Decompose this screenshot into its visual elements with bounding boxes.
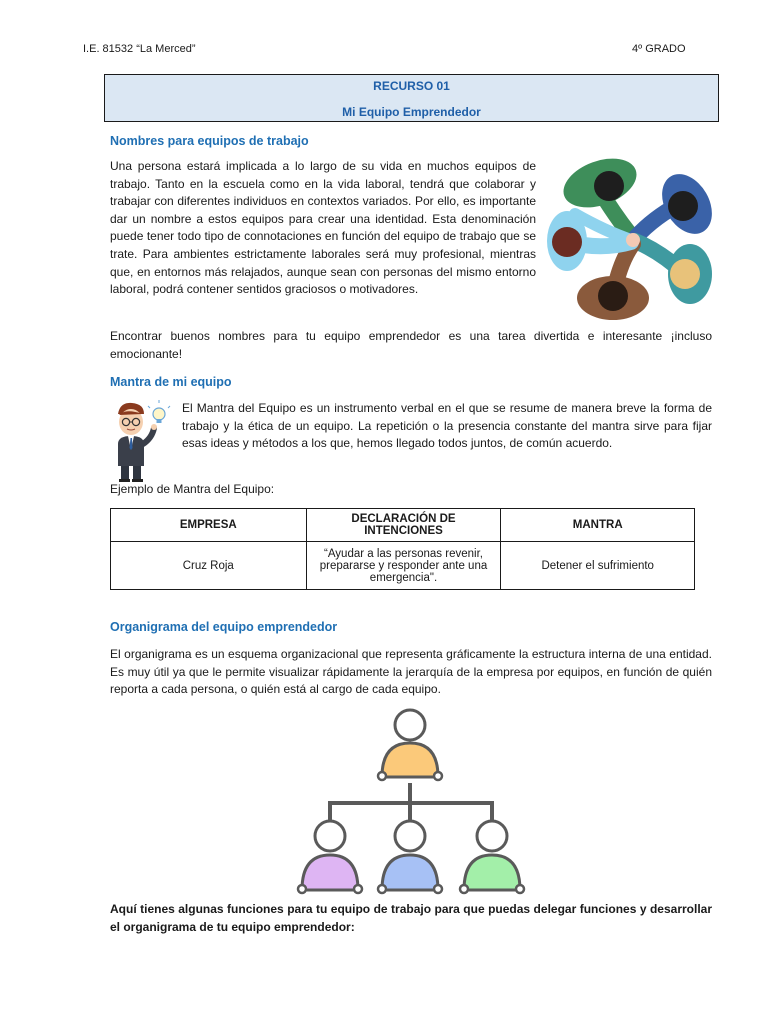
closing-paragraph: Aquí tienes algunas funciones para tu equipo de trabajo para que puedas delegar funciones y desarrollar el organigrama de tu equipo emprendedor:	[110, 902, 712, 934]
org-person-right	[460, 821, 524, 893]
heading-organigrama: Organigrama del equipo emprendedor	[110, 620, 338, 634]
org-person-left	[298, 821, 362, 893]
org-chart-diagram	[290, 705, 540, 905]
lightbulb-icon	[148, 400, 170, 423]
paragraph-mantra: El Mantra del Equipo es un instrumento verbal en el que se resume de manera breve la forma de trabajo y la ética de un equipo. La repetición o la presencia constante del mantra sirve para fijar esas ideas y métodos a los que, hemos llegado todos juntos, de común acuerdo.	[182, 401, 712, 451]
mantra-table	[110, 508, 695, 590]
table-cell: “Ayudar a las personas revenir, prepararse y responder ante una emergencia".	[306, 542, 501, 590]
table-header: MANTRA	[501, 509, 695, 542]
page-title: Mi Equipo Emprendedor	[342, 105, 481, 119]
resource-title: RECURSO 01	[373, 79, 450, 93]
example-label: Ejemplo de Mantra del Equipo:	[110, 482, 275, 496]
teamwork-illustration	[545, 156, 720, 326]
title-box	[104, 74, 719, 122]
paragraph-nombres-2: Encontrar buenos nombres para tu equipo emprendedor es una tarea divertida e interesante ¡incluso emocionante!	[110, 329, 712, 361]
paragraph-nombres: Una persona estará implicada a lo largo de su vida en muchos equipos de trabajo. Tanto en la escuela como en la vida laboral, tendrá que colaborar y trabajar con diferentes individuos en contextos variados. Por ello, es importante dar un nombre a estos equipos para crear una identidad. Esta denominación puede tener todo tipo de connotaciones en función del equipo de trabajo que se trate. Para ambientes estrictamente laborales será muy profesional, mientras que, en entornos más relajados, aunque sean con personas del mismo entorno laboral, podrá contener sentidos graciosos o motivadores.	[110, 159, 536, 297]
school-name: I.E. 81532 “La Merced”	[83, 43, 196, 55]
table-header: DECLARACIÓN DE INTENCIONES	[306, 509, 501, 542]
heading-mantra: Mantra de mi equipo	[110, 375, 232, 389]
table-header: EMPRESA	[111, 509, 307, 542]
org-person-top	[378, 710, 442, 780]
table-header-row	[111, 509, 695, 542]
paragraph-organigrama: El organigrama es un esquema organizacional que representa gráficamente la estructura interna de una entidad. Es muy útil ya que le permite visualizar rápidamente la jerarquía de la empresa por equipos, en función de quién reporta a cada persona, o quién está al cargo de cada equipo.	[110, 647, 712, 697]
table-cell: Cruz Roja	[111, 542, 307, 590]
org-person-middle	[378, 821, 442, 893]
table-cell: Detener el sufrimiento	[501, 542, 695, 590]
heading-nombres: Nombres para equipos de trabajo	[110, 134, 309, 148]
table-row	[111, 542, 695, 590]
thinking-man-illustration	[110, 400, 172, 487]
grade-label: 4º GRADO	[632, 43, 686, 55]
